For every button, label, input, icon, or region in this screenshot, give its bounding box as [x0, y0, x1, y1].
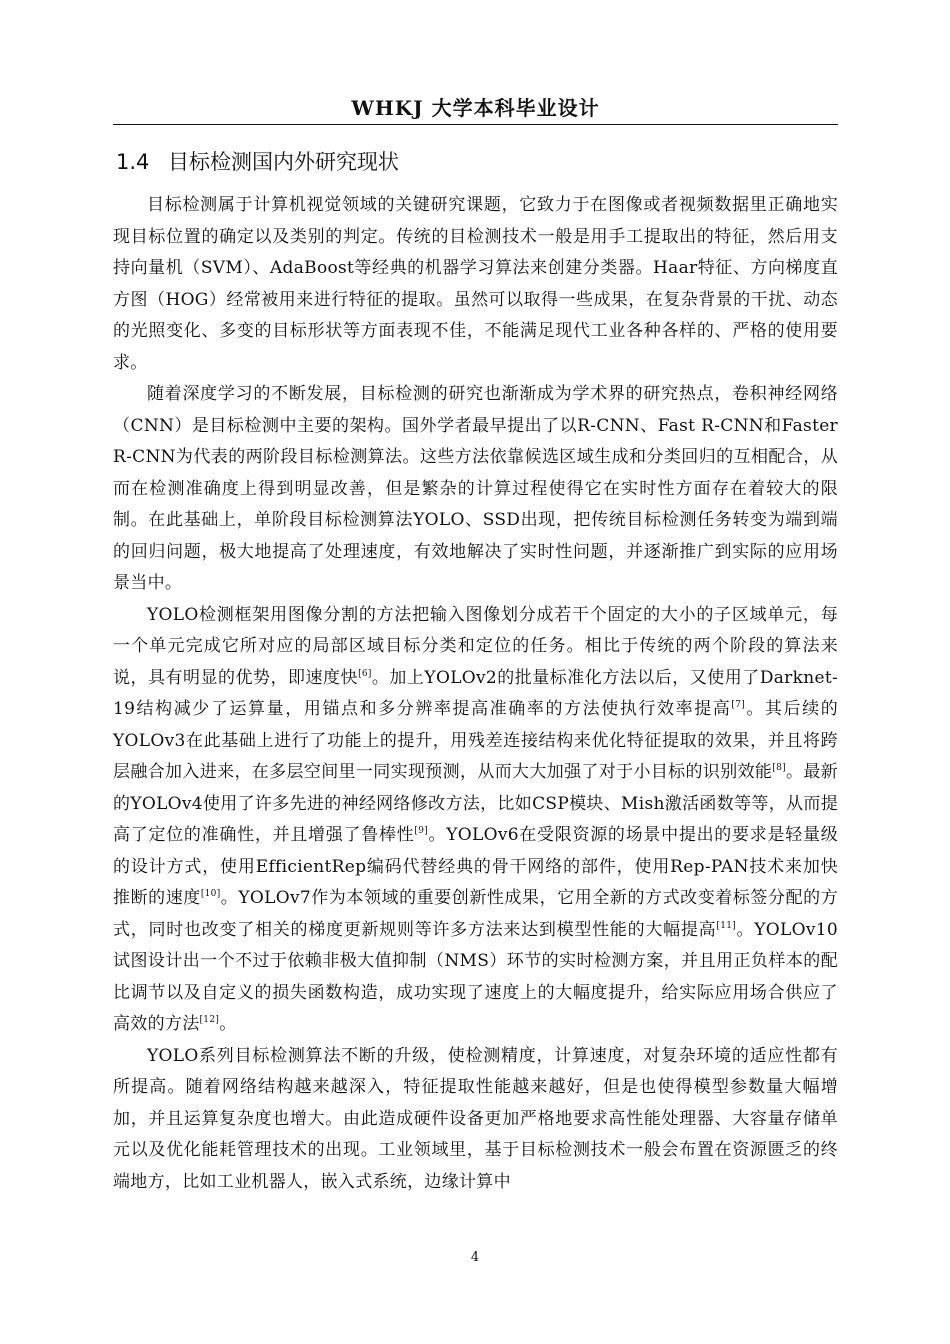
citation-ref: [6] [358, 668, 372, 679]
text-run: 随着深度学习的不断发展，目标检测的研究也渐渐成为学术界的研究热点，卷积神经网络（CNN）是目标检测中主要的架构。国外学者最早提出了以R-CNN、Fast R-CNN和Faster R-CNN为代表的两阶段目标检测算法。这些方法依靠候选区域生成和分类回归的互相配合，从而在检测准确度上得到明显改善，但是繁杂的计算过程使得它在实时性方面存在着较大的限制。在此基础上，单阶段目标检测算法YOLO、SSD出现，把传统目标检测任务转变为端到端的回归问题，极大地提高了处理速度，有效地解决了实时性问题，并逐渐推广到实际的应用场景当中。 [113, 384, 838, 593]
text-run: 。YOLOv10试图设计出一个不过于依赖非极大值抑制（NMS）环节的实时检测方案，并且用正负样本的配比调节以及自定义的损失函数构造，成功实现了速度上的大幅度提升，给实际应用场合供应了高效的方法 [113, 919, 838, 1034]
page-number: 4 [470, 1250, 480, 1265]
text-run: 。加上YOLOv2的批量标准化方法以后，又使用了Darknet-19结构减少了运算量，用锚点和多分辨率提高准确率的方法使执行效率提高 [113, 667, 838, 719]
text-run: 目标检测属于计算机视觉领域的关键研究课题，它致力于在图像或者视频数据里正确地实现目标位置的确定以及类别的判定。传统的目检测技术一般是用手工提取出的特征，然后用支持向量机（SVM）、AdaBoost等经典的机器学习算法来创建分类器。Haar特征、方向梯度直方图（HOG）经常被用来进行特征的提取。虽然可以取得一些成果，在复杂背景的干扰、动态的光照变化、多变的目标形状等方面表现不佳，不能满足现代工业各种各样的、严格的使用要求。 [113, 195, 838, 373]
text-run: 。 [219, 1014, 237, 1034]
citation-ref: [10] [200, 889, 221, 899]
text-run: YOLO系列目标检测算法不断的升级，使检测精度，计算速度，对复杂环境的适应性都有所提高。随着网络结构越来越深入，特征提取性能越来越好，但是也使得模型参数量大幅增加，并且运算复杂度也增大。由此造成硬件设备更加严格地要求高性能处理器、大容量存储单元以及优化能耗管理技术的出现。工业领域里，基于目标检测技术一般会布置在资源匮乏的终端地方，比如工业机器人，嵌入式系统，边缘计算中 [113, 1045, 838, 1192]
paragraph-1 [113, 190, 838, 379]
citation-ref: [9] [414, 826, 429, 836]
citation-ref: [8] [772, 763, 786, 773]
page-header: WHKJ 大学本科毕业设计 [113, 92, 838, 125]
text-run: 。YOLOv6在受限资源的场景中提出的要求是轻量级的设计方式，使用EfficientRep编码代替经典的骨干网络的部件，使用Rep-PAN技术来加快推断的速度 [113, 825, 838, 908]
citation-ref: [11] [716, 920, 737, 931]
paragraph-3 [113, 600, 838, 1041]
section-title: 目标检测国内外研究现状 [168, 150, 399, 174]
paragraph-4 [113, 1041, 838, 1199]
text-run: 。最新的YOLOv4使用了许多先进的神经网络修改方法，比如CSP模块、Mish激活函数等等，从而提高了定位的准确性，并且增强了鲁棒性 [113, 762, 838, 845]
citation-ref: [12] [199, 1015, 220, 1025]
paragraph-2 [113, 379, 838, 600]
body-text [113, 190, 838, 1198]
text-run: YOLO检测框架用图像分割的方法把输入图像划分成若干个固定的大小的子区域单元，每一个单元完成它所对应的局部区域目标分类和定位的任务。相比于传统的两个阶段的算法来说，具有明显的优势，即速度快 [113, 604, 838, 688]
section-heading [116, 146, 399, 176]
citation-ref: [7] [731, 700, 746, 710]
text-run: 。YOLOv7作为本领域的重要创新性成果，它用全新的方式改变着标签分配的方式，同时也改变了相关的梯度更新规则等许多方法来达到模型性能的大幅提高 [113, 888, 839, 940]
text-run: 。其后续的YOLOv3在此基础上进行了功能上的提升，用残差连接结构来优化特征提取的效果，并且将跨层融合加入进来，在多层空间里一同实现预测，从而大大加强了对于小目标的识别效能 [113, 699, 838, 782]
section-number: 1.4 [116, 150, 150, 174]
